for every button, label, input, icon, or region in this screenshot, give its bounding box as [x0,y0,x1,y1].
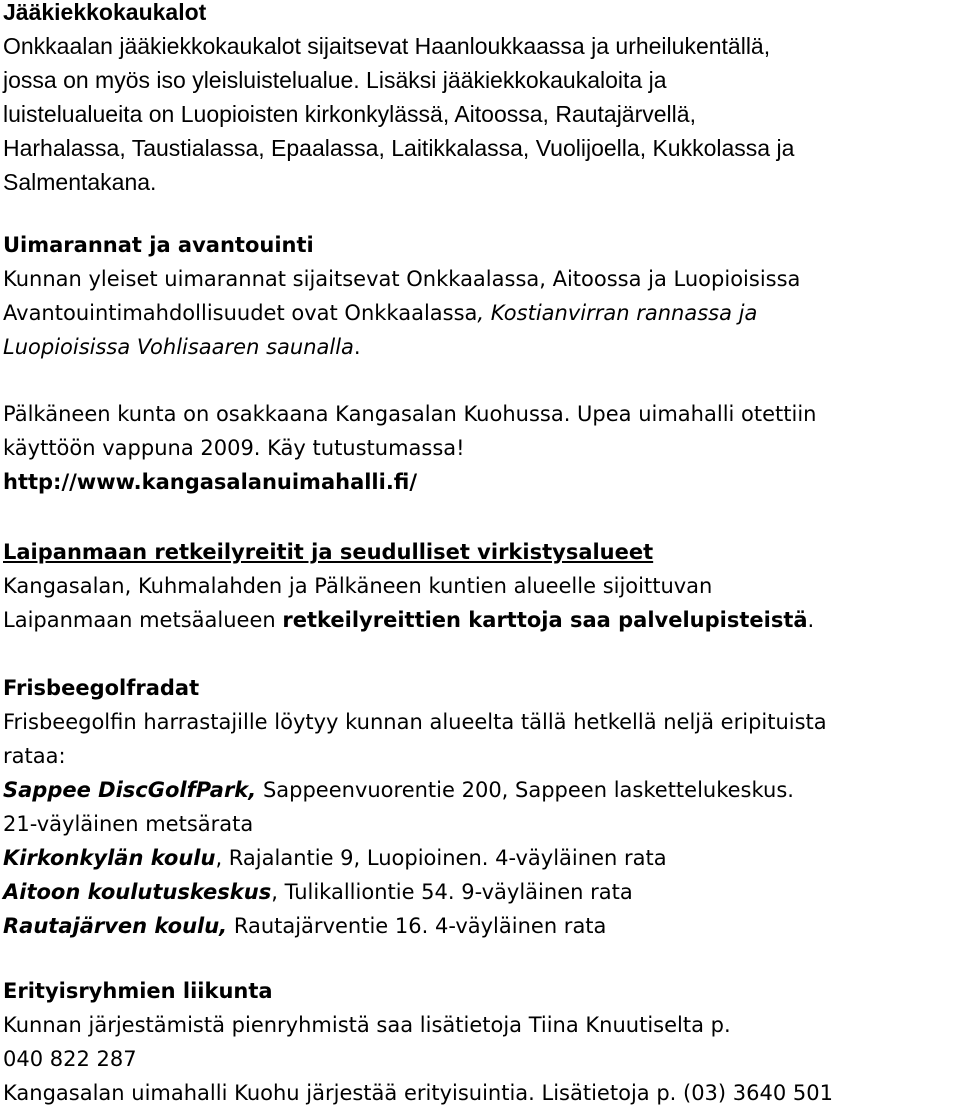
hockey-line: Harhalassa, Taustialassa, Epaalassa, Laitikkalassa, Vuolijoella, Kukkolassa ja [3,135,795,161]
hockey-line: jossa on myös iso yleisluistelualue. Lisäksi jääkiekkokaukaloita ja [3,67,667,93]
swimhall-line: käyttöön vappuna 2009. Käy tutustumassa! [3,436,465,460]
hockey-line: Onkkaalan jääkiekkokaukalot sijaitsevat Haanloukkaassa ja urheilukentällä, [3,33,771,59]
swim-line [3,330,957,364]
frisbee-intro: Frisbeegolfin harrastajille löytyy kunnan alueelta tällä hetkellä neljä eripituista [3,710,827,734]
course-name: Kirkonkylän koulu [3,846,216,870]
hockey-line: Salmentakana. [3,169,157,195]
swim-line: Kunnan yleiset uimarannat sijaitsevat Onkkaalassa, Aitoossa ja Luopioisissa [3,267,801,291]
course-details: Rautajärventie 16. 4-väyläinen rata [227,914,607,938]
swim-line [3,296,957,330]
course-details: 21-väyläinen metsärata [3,812,254,836]
hiking-line [3,603,957,637]
special-line: 040 822 287 [3,1047,137,1071]
hockey-section [3,0,957,199]
hiking-line-bold: retkeilyreittien karttoja saa palvelupisteistä [282,608,808,632]
special-heading: Erityisryhmien liikunta [3,979,273,1003]
frisbee-heading: Frisbeegolfradat [3,676,200,700]
special-section [3,974,957,1110]
swimhall-link[interactable]: http://www.kangasalanuimahalli.fi/ [3,470,418,494]
frisbee-course [3,909,957,943]
frisbee-course [3,875,957,909]
hockey-heading: Jääkiekkokaukalot [3,0,207,25]
special-line: Kangasalan uimahalli Kuohu järjestää erityisuintia. Lisätietoja p. (03) 3640 501 [3,1081,833,1105]
hiking-line-text: . [807,608,815,632]
hockey-line: luistelualueita on Luopioisten kirkonkylässä, Aitoossa, Rautajärvellä, [3,101,696,127]
course-details: Sappeenvuorentie 200, Sappeen laskettelukeskus. [256,778,794,802]
swim-line-italic: , Kostianvirran rannassa ja [477,301,758,325]
frisbee-course [3,807,957,841]
course-details: , Tulikalliontie 54. 9-väyläinen rata [271,880,633,904]
swim-section [3,228,957,364]
hiking-line-text: Laipanmaan metsäalueen [3,608,283,632]
frisbee-intro: rataa: [3,744,66,768]
swim-line-text: Avantouintimahdollisuudet ovat Onkkaalassa [3,301,478,325]
course-name: Rautajärven koulu, [3,914,228,938]
special-line: Kunnan järjestämistä pienryhmistä saa lisätietoja Tiina Knuutiselta p. [3,1013,731,1037]
swimhall-line: Pälkäneen kunta on osakkaana Kangasalan Kuohussa. Upea uimahalli otettiin [3,402,817,426]
hiking-line: Kangasalan, Kuhmalahden ja Pälkäneen kuntien alueelle sijoittuvan [3,574,713,598]
course-details: , Rajalantie 9, Luopioinen. 4-väyläinen rata [215,846,667,870]
course-name: Sappee DiscGolfPark, [3,778,257,802]
swimhall-section [3,397,957,499]
swim-heading: Uimarannat ja avantouinti [3,233,314,257]
hiking-section [3,535,957,637]
swim-line-text: . [353,335,361,359]
swim-line-italic: Luopioisissa Vohlisaaren saunalla [3,335,354,359]
frisbee-section [3,671,957,943]
course-name: Aitoon koulutuskeskus [3,880,272,904]
frisbee-course [3,841,957,875]
hiking-heading: Laipanmaan retkeilyreitit ja seudulliset virkistysalueet [3,540,654,564]
frisbee-course [3,773,957,807]
